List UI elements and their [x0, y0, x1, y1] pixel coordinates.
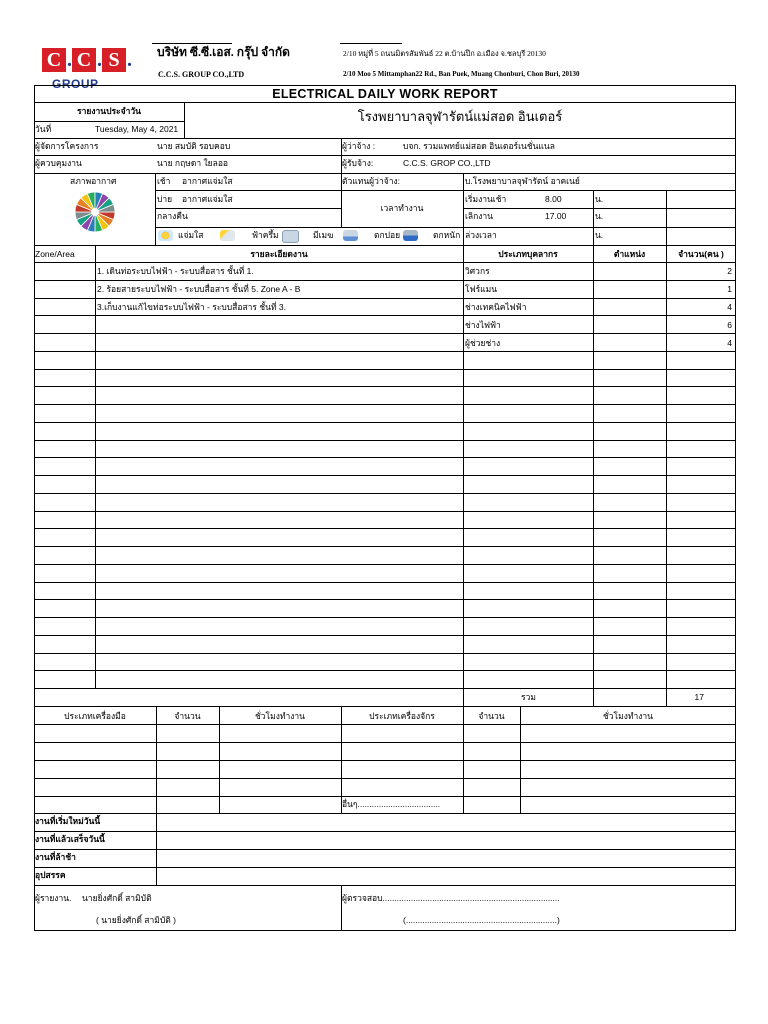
date-label: วันที่: [35, 124, 52, 134]
total-value: 17: [694, 692, 704, 702]
sunny-icon: [158, 230, 173, 241]
employer-label: ผู้ว่าจ้าง :: [342, 141, 376, 151]
partly-cloudy-icon: [220, 230, 235, 241]
weather-wheel-icon: [71, 190, 119, 234]
col-machine-qty: จำนวน: [478, 711, 505, 721]
staff-type-electrician: ช่างไฟฟ้า: [465, 320, 501, 330]
supervisor-label: ผู้ควบคุมงาน: [35, 158, 82, 168]
table-row-line: [34, 511, 736, 512]
inspector-name-paren: (................................................................): [403, 915, 560, 925]
col-machine-type: ประเภทเครื่องจักร: [369, 711, 435, 721]
company-address-en: 2/10 Moo 5 Mittamphan22 Rd., Ban Puek, Muang Chonburi, Chon Buri, 20130: [343, 70, 580, 78]
table-row-line: [34, 422, 736, 423]
delayed-work-label: งานที่ล้าช้า: [35, 852, 76, 862]
contractor-value[interactable]: C.C.S. GROP CO.,LTD: [403, 158, 491, 168]
legend-heavy-rain: ตกหนัก: [433, 230, 461, 240]
col-detail: รายละเอียดงาน: [250, 249, 308, 259]
light-rain-icon: [343, 230, 358, 241]
logo-letter-c1: C: [42, 48, 66, 72]
supervisor-value[interactable]: นาย กฤษดา ใยลออ: [157, 158, 229, 168]
table-row-line: [34, 599, 736, 600]
table-row-line: [34, 778, 736, 779]
date-value[interactable]: Tuesday, May 4, 2021: [95, 124, 179, 134]
table-row-line: [34, 333, 736, 334]
project-name: โรงพยาบาลจุฬารัตน์แม่สอด อินเตอร์: [357, 109, 563, 124]
work-detail-2[interactable]: 2. ร้อยสายระบบไฟฟ้า - ระบบสื่อสาร ชั้นที่ 5. Zone A - B: [97, 284, 301, 294]
legend-drizzle: ตกปอย: [374, 230, 401, 240]
inspector-label[interactable]: ผู้ตรวจสอบ...........................................................................: [342, 893, 560, 903]
table-row-line: [34, 688, 736, 689]
worktime-label: เวลาทำงาน: [380, 203, 424, 213]
table-row-line: [34, 528, 736, 529]
table-row-line: [34, 760, 736, 761]
staff-count-foreman[interactable]: 1: [727, 284, 732, 294]
table-row-line: [34, 475, 736, 476]
legend-overcast: ฟ้าครึ้ม: [252, 230, 279, 240]
start-label: เริ่มงานเช้า: [465, 194, 507, 204]
company-name-en: C.C.S. GROUP CO.,LTD: [158, 70, 245, 79]
table-row-line: [34, 457, 736, 458]
daily-report-label: รายงานประจำวัน: [77, 106, 141, 116]
end-label: เลิกงาน: [465, 211, 493, 221]
col-machine-hours: ชั่วโมงทำงาน: [603, 711, 653, 721]
company-name-th: บริษัท ซี.ซี.เอส. กรุ๊ป จำกัด: [157, 45, 290, 59]
col-staff: ประเภทบุคลากร: [498, 249, 558, 259]
table-row-line: [34, 351, 736, 352]
table-row-line: [34, 386, 736, 387]
table-row-line: [34, 670, 736, 671]
morning-weather-value[interactable]: อากาศแจ่มใส: [182, 176, 233, 186]
logo-letter-c2: C: [72, 48, 96, 72]
table-row-line: [34, 315, 736, 316]
work-detail-3[interactable]: 3.เก็บงานแก้ไขท่อระบบไฟฟ้า - ระบบสื่อสาร ชั้นที่ 3.: [97, 302, 286, 312]
night-label: กลางคืน: [157, 211, 188, 221]
table-row-line: [34, 369, 736, 370]
legend-sunny: แจ่มใส: [178, 230, 204, 240]
contractor-label: ผู้รับจ้าง:: [342, 158, 374, 168]
start-time-unit: น.: [595, 194, 604, 204]
end-time-value[interactable]: 17.00: [545, 211, 567, 221]
logo-group-text: GROUP: [52, 77, 99, 91]
problems-label: อุปสรรค: [35, 870, 66, 880]
staff-type-engineer: วิศวกร: [465, 266, 490, 276]
col-tool-hours: ชั่วโมงทำงาน: [255, 711, 305, 721]
employer-value[interactable]: บจก. รวมแพทย์แม่สอด อินเตอร์เนชั่นแนล: [403, 141, 555, 151]
legend-cloudy: มีเมฆ: [313, 230, 334, 240]
col-tool-qty: จำนวน: [174, 711, 201, 721]
reporter-name[interactable]: นายยิ่งศักดิ์ สามิบัติ: [82, 893, 152, 903]
work-detail-1[interactable]: 1. เดินท่อระบบไฟฟ้า - ระบบสื่อสาร ชั้นที่ 1.: [97, 266, 254, 276]
new-work-label: งานที่เริ่มใหม่วันนี้: [35, 816, 101, 826]
staff-count-electrician[interactable]: 6: [727, 320, 732, 330]
staff-count-technician[interactable]: 4: [727, 302, 732, 312]
weather-label: สภาพอากาศ: [70, 176, 117, 186]
col-tool-type: ประเภทเครื่องมือ: [64, 711, 126, 721]
table-row-line: [34, 546, 736, 547]
heavy-rain-icon: [403, 230, 418, 241]
table-row-line: [34, 582, 736, 583]
logo-letter-s: S: [102, 48, 126, 72]
staff-type-helper: ผู้ช่วยช่าง: [465, 338, 501, 348]
manager-value[interactable]: นาย สมบัติ รอบคอบ: [157, 141, 231, 151]
weather-wheel-center: [91, 208, 99, 216]
manager-label: ผู้จัดการโครงการ: [35, 141, 99, 151]
table-row-line: [34, 635, 736, 636]
overtime-unit: น.: [595, 230, 604, 240]
overtime-label: ล่วงเวลา: [465, 230, 497, 240]
table-row-line: [34, 653, 736, 654]
col-zone: Zone/Area: [35, 249, 75, 259]
table-row-line: [34, 440, 736, 441]
reporter-name-paren: ( นายยิ่งศักดิ์ สามิบัติ ): [96, 915, 176, 925]
staff-count-engineer[interactable]: 2: [727, 266, 732, 276]
table-row-line: [34, 298, 736, 299]
table-row-line: [34, 742, 736, 743]
col-position: ตำแหน่ง: [613, 249, 646, 259]
table-row-line: [34, 724, 736, 725]
done-work-label: งานที่แล้วเสร็จวันนี้: [35, 834, 105, 844]
morning-label: เช้า: [157, 176, 171, 186]
reporter-label: ผู้รายงาน.: [35, 893, 72, 903]
table-row-line: [34, 262, 736, 263]
table-row-line: [34, 280, 736, 281]
table-row-line: [34, 493, 736, 494]
table-row-line: [34, 404, 736, 405]
cloudy-icon: [282, 230, 299, 243]
table-row-line: [34, 617, 736, 618]
table-row-line: [34, 796, 736, 797]
company-address-th: 2/10 หมู่ที่ 5 ถนนมิตรสัมพันธ์ 22 ต.บ้านปึก อ.เมือง จ.ชลบุรี 20130: [343, 49, 546, 58]
staff-type-foreman: โฟร์แมน: [465, 284, 498, 294]
staff-type-technician: ช่างเทคนิคไฟฟ้า: [465, 302, 527, 312]
total-label: รวม: [521, 692, 536, 702]
afternoon-label: บ่าย: [157, 194, 173, 204]
start-time-value[interactable]: 8.00: [545, 194, 562, 204]
col-count: จำนวน(คน ): [678, 249, 724, 259]
afternoon-weather-value[interactable]: อากาศแจ่มใส: [182, 194, 233, 204]
other-equipment-label[interactable]: อื่นๆ...................................: [342, 799, 441, 809]
end-time-unit: น.: [595, 211, 604, 221]
report-title: ELECTRICAL DAILY WORK REPORT: [272, 87, 498, 101]
employer-rep-label: ตัวแทนผู้ว่าจ้าง:: [342, 176, 400, 186]
table-row-line: [34, 564, 736, 565]
staff-count-helper[interactable]: 4: [727, 338, 732, 348]
employer-rep-value[interactable]: บ.โรงพยาบาลจุฬารัตน์ อาคเนย์: [465, 176, 580, 186]
